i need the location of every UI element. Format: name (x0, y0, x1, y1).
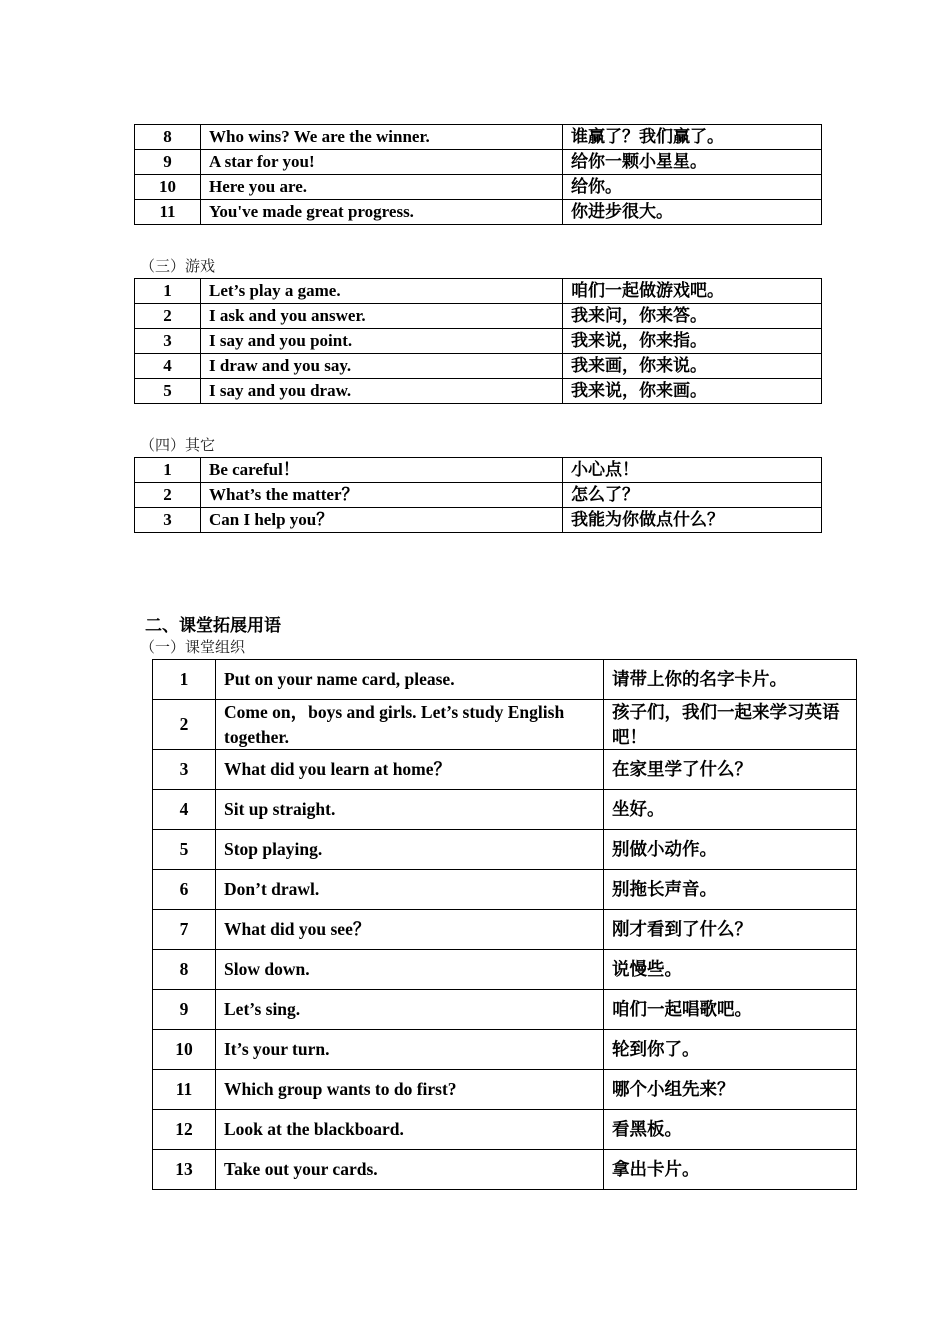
table-row (153, 750, 857, 790)
table-row (135, 304, 822, 329)
part-heading: 二、课堂拓展用语 (145, 616, 281, 636)
english-phrase: Look at the blackboard. (216, 1110, 604, 1150)
english-phrase: What did you learn at home？ (216, 750, 604, 790)
chinese-translation: 孩子们，我们一起来学习英语吧！ (604, 700, 857, 750)
chinese-translation: 别做小动作。 (604, 830, 857, 870)
table-row (153, 910, 857, 950)
english-phrase: Can I help you？ (201, 508, 563, 533)
english-phrase: Stop playing. (216, 830, 604, 870)
chinese-translation: 说慢些。 (604, 950, 857, 990)
english-phrase: Be careful！ (201, 458, 563, 483)
chinese-translation: 给你一颗小星星。 (563, 150, 822, 175)
english-phrase: Which group wants to do first? (216, 1070, 604, 1110)
chinese-translation: 轮到你了。 (604, 1030, 857, 1070)
table-row (153, 990, 857, 1030)
english-phrase: Take out your cards. (216, 1150, 604, 1190)
row-number: 3 (135, 508, 201, 533)
table-row (153, 660, 857, 700)
english-phrase: Who wins? We are the winner. (201, 125, 563, 150)
english-phrase: Let’s play a game. (201, 279, 563, 304)
phrase-table-praise (134, 124, 822, 225)
chinese-translation: 别拖长声音。 (604, 870, 857, 910)
chinese-translation: 拿出卡片。 (604, 1150, 857, 1190)
chinese-translation: 你进步很大。 (563, 200, 822, 225)
english-phrase: What’s the matter？ (201, 483, 563, 508)
chinese-translation: 坐好。 (604, 790, 857, 830)
chinese-translation: 小心点！ (563, 458, 822, 483)
english-phrase: Don’t drawl. (216, 870, 604, 910)
row-number: 1 (135, 279, 201, 304)
table-row (153, 950, 857, 990)
table-row (135, 279, 822, 304)
phrase-table-others (134, 457, 822, 533)
chinese-translation: 我来画，你来说。 (563, 354, 822, 379)
row-number: 6 (153, 870, 216, 910)
table-row (153, 1070, 857, 1110)
table-row (135, 508, 822, 533)
table-row (153, 1110, 857, 1150)
chinese-translation: 我来说，你来指。 (563, 329, 822, 354)
english-phrase: Here you are. (201, 175, 563, 200)
table-row (153, 870, 857, 910)
row-number: 2 (153, 700, 216, 750)
row-number: 7 (153, 910, 216, 950)
row-number: 2 (135, 483, 201, 508)
table-row (135, 354, 822, 379)
section-title-organization: （一）课堂组织 (140, 638, 246, 656)
row-number: 4 (153, 790, 216, 830)
row-number: 3 (153, 750, 216, 790)
row-number: 9 (135, 150, 201, 175)
table-row (135, 150, 822, 175)
row-number: 3 (135, 329, 201, 354)
table-row (153, 700, 857, 750)
chinese-translation: 我能为你做点什么？ (563, 508, 822, 533)
table-row (153, 1150, 857, 1190)
row-number: 5 (135, 379, 201, 404)
table-row (135, 175, 822, 200)
chinese-translation: 请带上你的名字卡片。 (604, 660, 857, 700)
english-phrase: I say and you draw. (201, 379, 563, 404)
table-row (135, 329, 822, 354)
chinese-translation: 给你。 (563, 175, 822, 200)
row-number: 10 (153, 1030, 216, 1070)
row-number: 8 (135, 125, 201, 150)
english-phrase: What did you see？ (216, 910, 604, 950)
chinese-translation: 谁赢了？我们赢了。 (563, 125, 822, 150)
chinese-translation: 看黑板。 (604, 1110, 857, 1150)
english-phrase: Put on your name card, please. (216, 660, 604, 700)
table-row (135, 200, 822, 225)
english-phrase: I say and you point. (201, 329, 563, 354)
chinese-translation: 怎么了？ (563, 483, 822, 508)
english-phrase: Come on，boys and girls. Let’s study English together. (216, 700, 604, 750)
table-row (135, 379, 822, 404)
english-phrase: Let’s sing. (216, 990, 604, 1030)
phrase-table-organization (152, 659, 857, 1190)
chinese-translation: 我来问，你来答。 (563, 304, 822, 329)
chinese-translation: 在家里学了什么？ (604, 750, 857, 790)
row-number: 5 (153, 830, 216, 870)
row-number: 1 (153, 660, 216, 700)
row-number: 13 (153, 1150, 216, 1190)
table-row (153, 1030, 857, 1070)
chinese-translation: 刚才看到了什么？ (604, 910, 857, 950)
table-row (153, 790, 857, 830)
phrase-table-games (134, 278, 822, 404)
chinese-translation: 咱们一起唱歌吧。 (604, 990, 857, 1030)
english-phrase: Slow down. (216, 950, 604, 990)
chinese-translation: 咱们一起做游戏吧。 (563, 279, 822, 304)
english-phrase: Sit up straight. (216, 790, 604, 830)
row-number: 4 (135, 354, 201, 379)
row-number: 2 (135, 304, 201, 329)
row-number: 8 (153, 950, 216, 990)
table-row (135, 483, 822, 508)
chinese-translation: 我来说，你来画。 (563, 379, 822, 404)
chinese-translation: 哪个小组先来？ (604, 1070, 857, 1110)
row-number: 9 (153, 990, 216, 1030)
section-title-games: （三）游戏 (140, 257, 216, 275)
row-number: 12 (153, 1110, 216, 1150)
english-phrase: You've made great progress. (201, 200, 563, 225)
english-phrase: I draw and you say. (201, 354, 563, 379)
row-number: 11 (153, 1070, 216, 1110)
section-title-others: （四）其它 (140, 436, 216, 454)
english-phrase: A star for you! (201, 150, 563, 175)
row-number: 11 (135, 200, 201, 225)
table-row (135, 125, 822, 150)
table-row (135, 458, 822, 483)
table-row (153, 830, 857, 870)
english-phrase: I ask and you answer. (201, 304, 563, 329)
row-number: 10 (135, 175, 201, 200)
english-phrase: It’s your turn. (216, 1030, 604, 1070)
row-number: 1 (135, 458, 201, 483)
